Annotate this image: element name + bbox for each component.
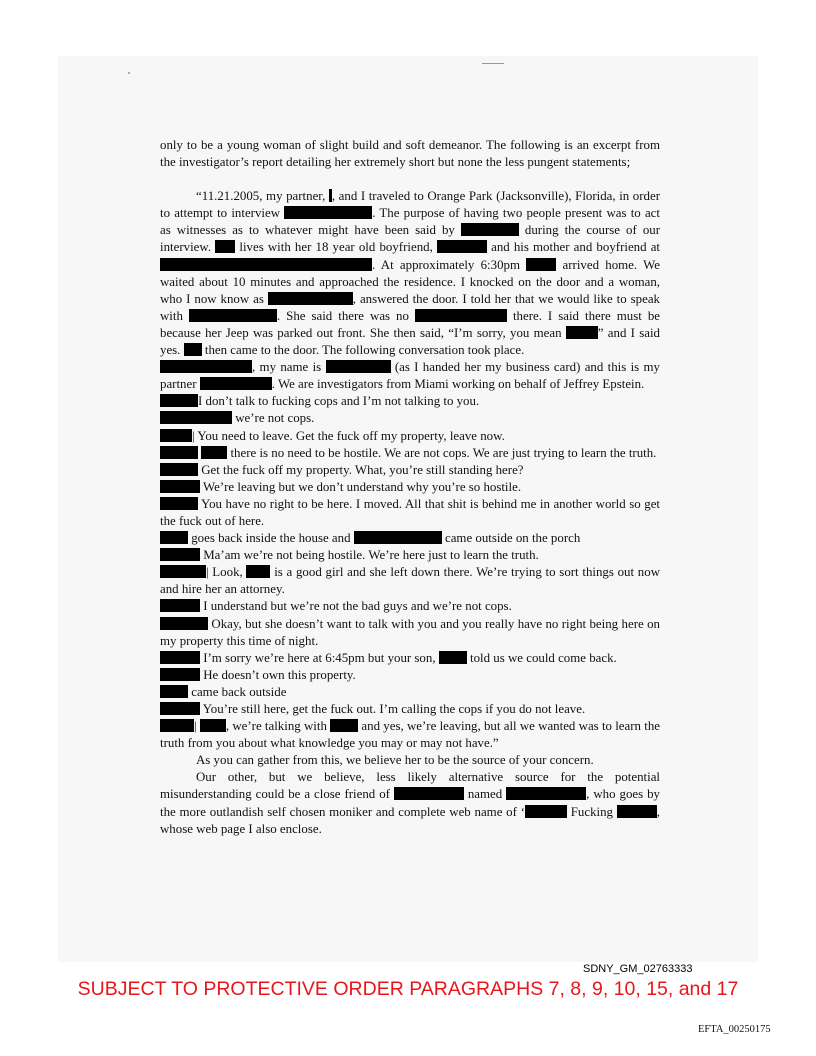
protective-order-notice: SUBJECT TO PROTECTIVE ORDER PARAGRAPHS 7, 8, 9, 10, 15, and 17	[77, 978, 739, 1000]
report-paragraph: “11.21.2005, my partner, , and I traveled to Orange Park (Jacksonville), Florida, in order to attempt to interview . The purpose of having two people present was to act as witnesses as to whatever might have been said by during the course of our interview. lives with her 18 year old boyfriend, and his mother and boyfriend at . At approximately 6:30pm arrived home. We waited about 10 minutes and approached the residence. I knocked on the door and a woman, who I now know as , answered the door. I told her that we would like to speak with . She said there was no there. I said there must be because her Jeep was parked out front. She then said, “I’m sorry, you mean ” and I said yes. then came to the door. The following conversation took place.	[160, 189, 661, 358]
redaction	[354, 531, 442, 544]
dialogue-line: Okay, but she doesn’t want to talk with you and you really have no right being here on my property this time of night.	[160, 616, 660, 648]
dialogue-line: He doesn’t own this property.	[160, 667, 660, 684]
redaction	[160, 463, 198, 476]
redaction	[326, 360, 391, 373]
body-paragraph: Our other, but we believe, less likely alternative source for the potential misunderstanding could be a close friend of named , who goes by the more outlandish self chosen moniker and complete web name of ‘ Fucking , whose web page I also enclose.	[160, 770, 660, 836]
redaction	[160, 446, 198, 459]
redaction	[160, 565, 206, 578]
bates-number: SDNY_GM_02763333	[583, 963, 693, 975]
redaction	[160, 599, 200, 612]
redaction	[160, 685, 188, 698]
redaction	[160, 548, 200, 561]
redaction	[184, 343, 202, 356]
redaction	[160, 668, 200, 681]
redaction	[200, 377, 272, 390]
redaction	[160, 429, 192, 442]
redaction	[160, 258, 372, 271]
redaction	[394, 787, 464, 800]
dialogue-line: | , we’re talking with and yes, we’re leaving, but all we wanted was to learn the truth from you about what knowledge you may or may not have.”	[160, 719, 661, 751]
scan-artifact	[128, 72, 130, 74]
redaction	[566, 326, 598, 339]
redaction	[200, 719, 226, 732]
redaction	[160, 394, 198, 407]
redaction	[284, 206, 372, 219]
dialogue-line: Get the fuck off my property. What, you’re still standing here?	[160, 462, 660, 479]
dialogue-line: You have no right to be here. I moved. All that shit is behind me in another world so get the fuck out of here.	[160, 496, 660, 528]
redaction	[526, 258, 556, 271]
redaction	[506, 787, 586, 800]
redaction	[160, 719, 194, 732]
redaction	[461, 223, 519, 236]
dialogue-line: Ma’am we’re not being hostile. We’re here just to learn the truth.	[160, 547, 660, 564]
redaction	[160, 411, 232, 424]
redaction	[189, 309, 277, 322]
redaction	[437, 240, 487, 253]
redaction	[525, 805, 567, 818]
body-paragraph: As you can gather from this, we believe her to be the source of your concern.	[196, 753, 594, 768]
dialogue-line: We’re leaving but we don’t understand why you’re so hostile.	[160, 479, 660, 496]
dialogue-line: there is no need to be hostile. We are not cops. We are just trying to learn the truth.	[160, 445, 660, 462]
redaction	[160, 480, 200, 493]
dialogue-line: came back outside	[160, 684, 660, 701]
dialogue-line: I understand but we’re not the bad guys and we’re not cops.	[160, 598, 660, 615]
dialogue-line: I’m sorry we’re here at 6:45pm but your son, told us we could come back.	[160, 650, 660, 667]
redaction	[160, 617, 208, 630]
dialogue-line: goes back inside the house and came outside on the porch	[160, 530, 660, 547]
dialogue-line: , my name is (as I handed her my business card) and this is my partner . We are investigators from Miami working on behalf of Jeffrey Epstein.	[160, 360, 660, 392]
redaction	[415, 309, 507, 322]
dialogue-line: | You need to leave. Get the fuck off my property, leave now.	[160, 428, 660, 445]
efta-number: EFTA_00250175	[698, 1024, 771, 1035]
redaction	[215, 240, 235, 253]
letter-body	[160, 137, 660, 838]
redaction	[439, 651, 467, 664]
redaction	[246, 565, 270, 578]
redaction	[617, 805, 657, 818]
scan-artifact	[482, 63, 504, 64]
redaction	[160, 497, 198, 510]
dialogue-line: | Look, is a good girl and she left down there. We’re trying to sort things out now and hire her an attorney.	[160, 565, 661, 597]
dialogue-line: You’re still here, get the fuck out. I’m calling the cops if you do not leave.	[160, 701, 660, 718]
redaction	[330, 719, 358, 732]
dialogue-line: we’re not cops.	[160, 410, 660, 427]
redaction	[160, 651, 200, 664]
redaction	[160, 360, 252, 373]
redaction	[268, 292, 353, 305]
intro-paragraph: only to be a young woman of slight build and soft demeanor. The following is an excerpt from the investigator’s report detailing her extremely short but none the less pungent statements;	[160, 138, 660, 170]
redaction	[160, 531, 188, 544]
dialogue-line: I don’t talk to fucking cops and I’m not talking to you.	[160, 393, 660, 410]
redaction	[201, 446, 227, 459]
redaction	[160, 702, 200, 715]
